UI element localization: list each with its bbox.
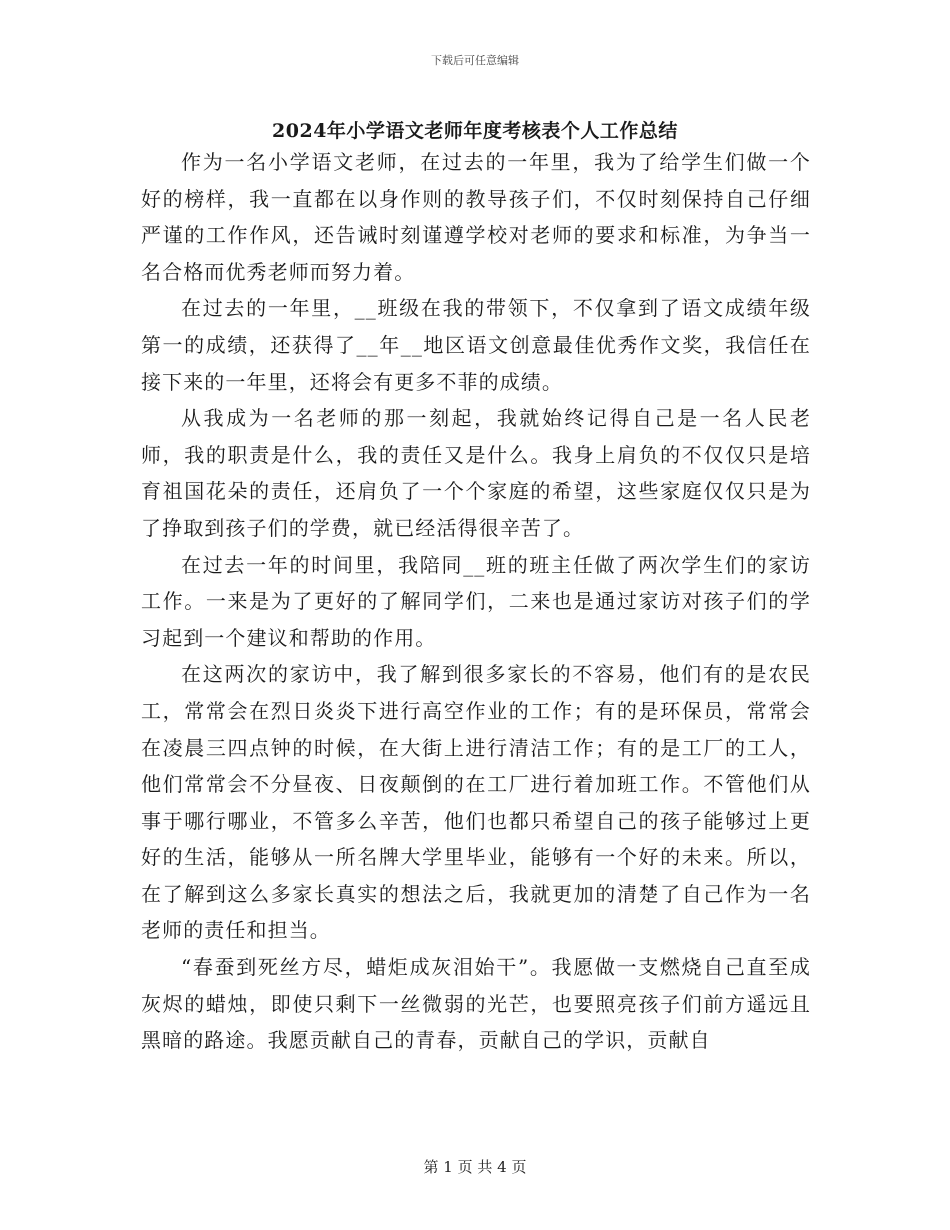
document-title: 2024年小学语文老师年度考核表个人工作总结: [272, 120, 678, 142]
paragraph-4: 在过去一年的时间里，我陪同__班的班主任做了两次学生们的家访工作。一来是为了更好的了解同学们，二来也是通过家访对孩子们的学习起到一个建议和帮助的作用。: [141, 552, 811, 650]
header-note: 下载后可任意编辑: [431, 54, 519, 67]
paragraph-3: 从我成为一名老师的那一刻起，我就始终记得自己是一名人民老师，我的职责是什么，我的责任又是什么。我身上肩负的不仅仅只是培育祖国花朵的责任，还肩负了一个个家庭的希望，这些家庭仅仅只是为了挣取到孩子们的学费，就已经活得很辛苦了。: [141, 406, 811, 540]
paragraph-5: 在这两次的家访中，我了解到很多家长的不容易，他们有的是农民工，常常会在烈日炎炎下进行高空作业的工作；有的是环保员，常常会在凌晨三四点钟的时候，在大街上进行清洁工作；有的是工厂的工人，他们常常会不分昼夜、日夜颠倒的在工厂进行着加班工作。不管他们从事于哪行哪业，不管多么辛苦，他们也都只希望自己的孩子能够过上更好的生活，能够从一所名牌大学里毕业，能够有一个好的未来。所以，在了解到这么多家长真实的想法之后，我就更加的清楚了自己作为一名老师的责任和担当。: [141, 662, 811, 943]
paragraph-1: 作为一名小学语文老师，在过去的一年里，我为了给学生们做一个好的榜样，我一直都在以身作则的教导孩子们，不仅时刻保持自己仔细严谨的工作作风，还告诫时刻谨遵学校对老师的要求和标准，为争当一名合格而优秀老师而努力着。: [141, 150, 811, 284]
page-number-footer: 第 1 页 共 4 页: [423, 1158, 527, 1176]
document-body: [141, 144, 811, 1059]
paragraph-6: “春蚕到死丝方尽，蜡炬成灰泪始干”。我愿做一支燃烧自己直至成灰烬的蜡烛，即使只剩下一丝微弱的光芒，也要照亮孩子们前方遥远且黑暗的路途。我愿贡献自己的青春，贡献自己的学识，贡献自: [141, 955, 811, 1053]
paragraph-2: 在过去的一年里，__班级在我的带领下，不仅拿到了语文成绩年级第一的成绩，还获得了__年__地区语文创意最佳优秀作文奖，我信任在接下来的一年里，还将会有更多不菲的成绩。: [141, 296, 811, 394]
